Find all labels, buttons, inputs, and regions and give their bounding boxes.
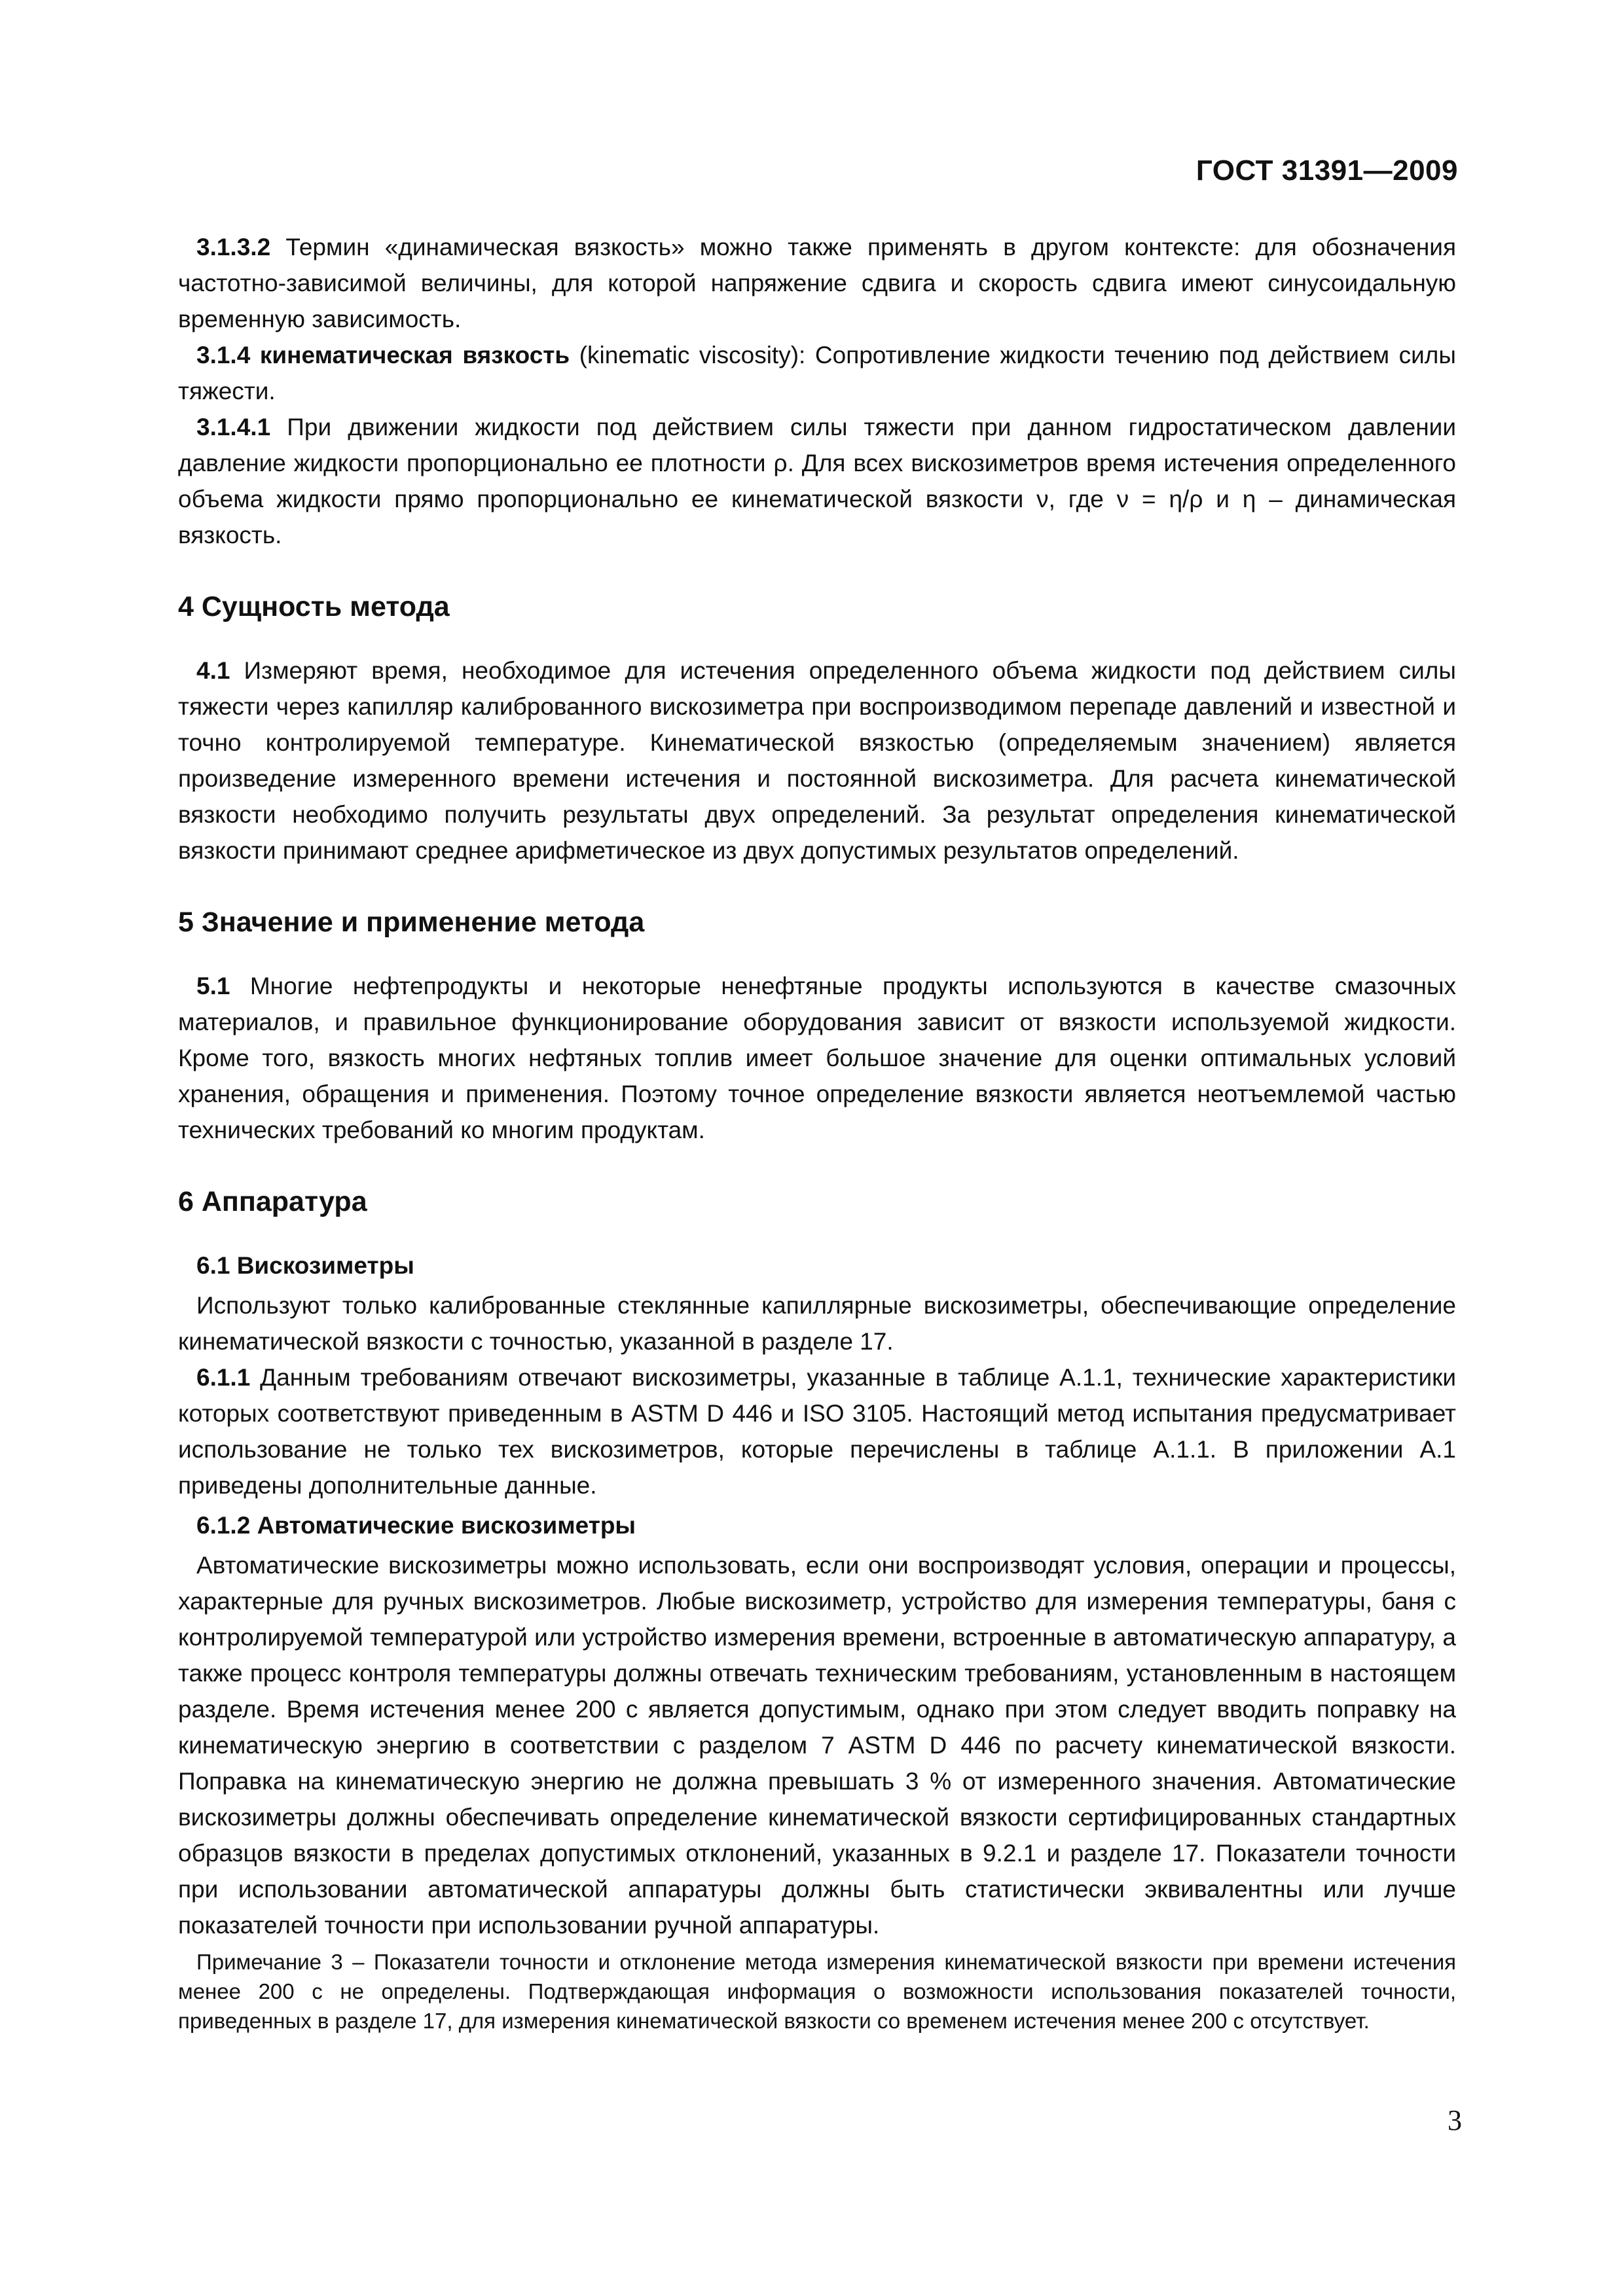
paragraph-3-1-4-1 [178, 409, 1456, 553]
clause-number: 4.1 [196, 657, 230, 684]
paragraph-3-1-4 [178, 337, 1456, 409]
section-6-heading: 6 Аппаратура [178, 1186, 367, 1217]
document-body [178, 229, 1456, 2036]
section-5-heading: 5 Значение и применение метода [178, 906, 645, 938]
paragraph-6-1-1 [178, 1359, 1456, 1503]
clause-text: Измеряют время, необходимое для истечения определенного объема жидкости под действием силы тяжести через капилляр калиброванного вискозиметра при воспроизводимом перепаде давлений и известной и точно контролируемой температуре. Кинематической вязкостью (определяемым значением) является произведение измеренного времени истечения и постоянной вискозиметра. Для расчета кинематической вязкости необходимо получить результаты двух определений. За результат определения кинематической вязкости принимают среднее арифметическое из двух допустимых результатов определений. [178, 657, 1456, 864]
term: кинематическая вязкость [250, 342, 570, 368]
subsection-6-1-2-heading: 6.1.2 Автоматические вискозиметры [196, 1512, 636, 1539]
paragraph-5-1 [178, 968, 1456, 1148]
clause-number: 5.1 [196, 973, 230, 999]
paragraph-3-1-3-2 [178, 229, 1456, 337]
clause-text: Данным требованиям отвечают вискозиметры, указанные в таблице А.1.1, технические характеристики которых соответствуют приведенным в ASTM D 446 и ISO 3105. Настоящий метод испытания предусматривает использование не только тех вискозиметров, которые перечислены в таблице А.1.1. В приложении А.1 приведены дополнительные данные. [178, 1364, 1456, 1499]
clause-text: При движении жидкости под действием силы тяжести при данном гидростатическом давлении давление жидкости пропорционально ее плотности ρ. Для всех вискозиметров время истечения определенного объема жидкости прямо пропорционально ее кинематической вязкости ν, где ν = η/ρ и η – динамическая вязкость. [178, 414, 1456, 548]
section-4-heading: 4 Сущность метода [178, 591, 450, 622]
clause-number: 3.1.3.2 [196, 234, 271, 260]
clause-text: Термин «динамическая вязкость» можно также применять в другом контексте: для обозначения частотно-зависимой величины, для которой напряжение сдвига и скорость сдвига имеют синусоидальную временную зависимость. [178, 234, 1456, 332]
paragraph-6-1: Используют только калиброванные стеклянные капиллярные вискозиметры, обеспечивающие определение кинематической вязкости с точностью, указанной в разделе 17. [178, 1292, 1456, 1355]
clause-text: Многие нефтепродукты и некоторые ненефтяные продукты используются в качестве смазочных материалов, и правильное функционирование оборудования зависит от вязкости используемой жидкости. Кроме того, вязкость многих нефтяных топлив имеет большое значение для оценки оптимальных условий хранения, обращения и применения. Поэтому точное определение вязкости является неотъемлемой частью технических требований ко многим продуктам. [178, 973, 1456, 1143]
paragraph-4-1 [178, 653, 1456, 869]
document-code: ГОСТ 31391—2009 [1195, 154, 1458, 187]
clause-number: 3.1.4 [196, 342, 251, 368]
clause-number: 6.1.1 [196, 1364, 251, 1391]
clause-text: (kinematic viscosity): Сопротивление жидкости течению под действием силы тяжести. [178, 342, 1456, 404]
subsection-6-1-heading: 6.1 Вискозиметры [196, 1252, 414, 1279]
page-number: 3 [1448, 2104, 1462, 2136]
clause-number: 3.1.4.1 [196, 414, 271, 440]
paragraph-6-1-2: Автоматические вискозиметры можно использовать, если они воспроизводят условия, операции и процессы, характерные для ручных вискозиметров. Любые вискозиметр, устройство для измерения температуры, баня с контролируемой температурой или устройство измерения времени, встроенные в автоматическую аппаратуру, а также процесс контроля температуры должны отвечать техническим требованиям, установленным в настоящем разделе. Время истечения менее 200 с является допустимым, однако при этом следует вводить поправку на кинематическую энергию в соответствии с разделом 7 ASTM D 446 по расчету кинематической вязкости. Поправка на кинематическую энергию не должна превышать 3 % от измеренного значения. Автоматические вискозиметры должны обеспечивать определение кинематической вязкости сертифицированных стандартных образцов вязкости в пределах допустимых отклонений, указанных в 9.2.1 и разделе 17. Показатели точности при использовании автоматической аппаратуры должны быть статистически эквивалентны или лучше показателей точности при использовании ручной аппаратуры. [178, 1552, 1456, 1939]
note-3: Примечание 3 – Показатели точности и отклонение метода измерения кинематической вязкости при времени истечения менее 200 с не определены. Подтверждающая информация о возможности использования показателей точности, приведенных в разделе 17, для измерения кинематической вязкости со временем истечения менее 200 с отсутствует. [178, 1950, 1456, 2033]
